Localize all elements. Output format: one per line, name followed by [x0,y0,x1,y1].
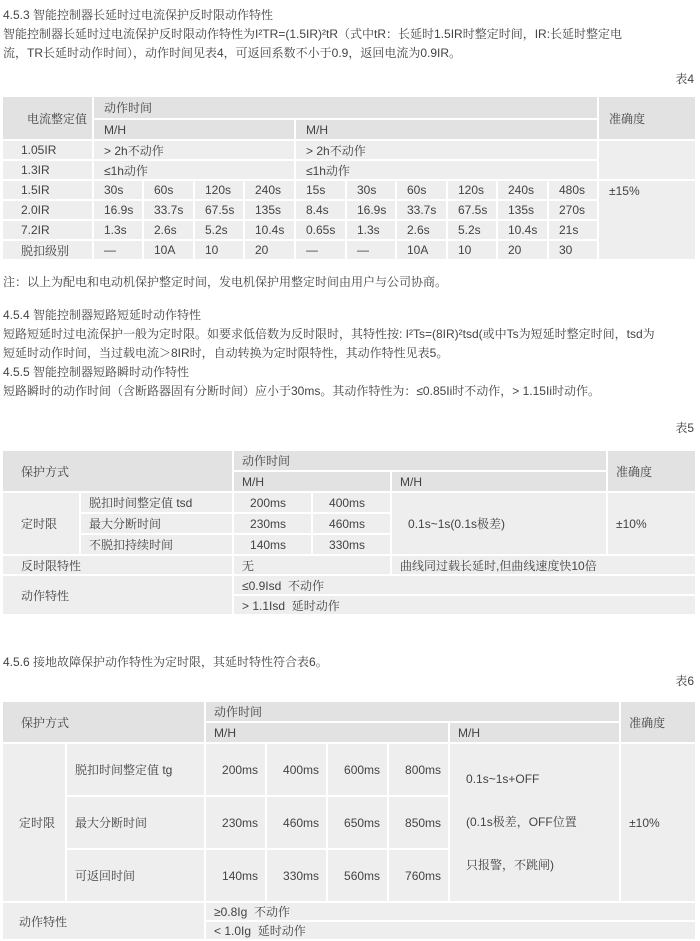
t5-row-label: 最大分断时间 [79,514,232,535]
t4-row-name: 2.0IR [3,201,92,221]
t4-value-cell: 10A [395,241,446,261]
t4-value-cell: — [294,241,345,261]
t4-header-current: 电流整定值 [3,97,92,141]
table-5-row-inverse [3,556,695,576]
t6-header-accuracy: 准确度 [619,702,695,744]
table-4-note: 注：以上为配电和电动机保护整定时间，发电机保护用整定时间由用户与公司协商。 [3,275,448,289]
t4-value-cell: 5.2s [193,221,243,241]
t6-value-cell: 800ms [387,744,448,797]
t5-value-cell: 230ms [232,514,311,535]
t6-value-cell: 200ms [204,744,265,797]
t6-header-time: 动作时间 [204,702,619,723]
table-4-header-row-2 [3,120,695,141]
section-456-heading: 4.5.6 接地故障保护动作特性为定时限，其延时特性符合表6。 [3,655,328,669]
t4-value-cell: 67.5s [446,201,496,221]
t6-value-cell: 600ms [326,744,387,797]
t5-mh2-range: 0.1s~1s(0.1s极差) [390,493,606,556]
t5-header-time: 动作时间 [232,451,606,472]
table-4-row-trip-class [3,241,695,261]
t6-row-label: 脱扣时间整定值 tg [65,744,204,797]
t4-value-cell: 30s [345,181,395,201]
section-454-body-line-2: 短延时动作时间，当过载电流＞8IR时，自动转换为定时限特性，其动作特性见表5。 [3,346,449,360]
t4-value-cell: 135s [243,201,294,221]
table-5-row-tsd [3,493,695,514]
t6-value-cell: 140ms [204,850,265,903]
t6-row-label: 可返回时间 [65,850,204,903]
t4-accuracy-value: ±15% [597,181,695,261]
table-4-row-13ir [3,161,695,181]
t5-row-label: 不脱扣持续时间 [79,535,232,556]
t4-accuracy-empty-cell [597,141,695,181]
section-455-heading: 4.5.5 智能控制器短路瞬时动作特性 [3,365,190,379]
t6-action-row-2: < 1.0Ig 延时动作 [204,922,695,941]
t4-value-cell: 60s [395,181,446,201]
t5-value-cell: 400ms [311,493,390,514]
table-6-row-action-1 [3,903,695,922]
t4-row-name: 1.3IR [3,161,92,181]
t4-value-cell: 10.4s [243,221,294,241]
t4-value-cell: 5.2s [446,221,496,241]
section-453-body-line-1: 智能控制器长延时过电流保护反时限动作特性为I²TR=(1.5IR)²tR（式中tR：长延时1.5IR时整定时间，IR:长延时整定电 [3,27,623,41]
t6-mh2-line-3: 只报警，不跳闸) [466,858,555,872]
t5-inverse-value-1: 无 [232,556,390,576]
section-454-heading: 4.5.4 智能控制器短路短延时动作特性 [3,308,202,322]
t4-value-cell: 480s [547,181,597,201]
t4-value-cell: 240s [496,181,547,201]
section-455-body-line-1: 短路瞬时的动作时间（含断路器固有分断时间）应小于30ms。其动作特性为：≤0.85Ii时不动作，> 1.15Ii时动作。 [3,384,600,398]
t5-accuracy-value: ±10% [606,493,695,556]
t4-value-cell: 120s [193,181,243,201]
t5-value-cell: 330ms [311,535,390,556]
t6-header-protection: 保护方式 [3,702,204,744]
t4-row-name: 1.05IR [3,141,92,161]
t4-value-cell: 0.65s [294,221,345,241]
table-4-header-row-1 [3,97,695,120]
t4-header-mh2: M/H [294,120,597,141]
t4-value-cell: 8.4s [294,201,345,221]
t6-row-label: 最大分断时间 [65,797,204,850]
t6-value-cell: 650ms [326,797,387,850]
t6-group-label: 定时限 [3,744,65,903]
t4-merged-cell: > 2h不动作 [92,141,294,161]
t5-action-row-1: ≤0.9Isd 不动作 [232,576,695,596]
t4-header-mh1: M/H [92,120,294,141]
t5-action-label: 动作特性 [3,576,232,616]
t4-header-time: 动作时间 [92,97,597,120]
t6-mh2-line-1: 0.1s~1s+OFF [466,772,540,786]
t4-value-cell: 1.3s [345,221,395,241]
t4-value-cell: 2.6s [395,221,446,241]
t6-value-cell: 330ms [265,850,326,903]
t4-value-cell: 16.9s [92,201,142,221]
t5-value-cell: 460ms [311,514,390,535]
t4-row-name: 7.2IR [3,221,92,241]
t5-row-label: 脱扣时间整定值 tsd [79,493,232,514]
table-6-row-tg [3,744,695,797]
t4-value-cell: 33.7s [395,201,446,221]
t5-inverse-label: 反时限特性 [3,556,232,576]
t4-value-cell: — [92,241,142,261]
t5-inverse-value-2: 曲线同过载长延时,但曲线速度快10倍 [390,556,695,576]
t6-value-cell: 230ms [204,797,265,850]
table-6-header-row-1 [3,702,695,723]
t4-value-cell: 240s [243,181,294,201]
table-5 [3,451,695,616]
table-5-row-action-1 [3,576,695,596]
t4-value-cell: 135s [496,201,547,221]
t4-value-cell: — [345,241,395,261]
table-5-label: 表5 [675,421,694,435]
t6-action-row-1: ≥0.8Ig 不动作 [204,903,695,922]
section-454-body-line-1: 短路短延时过电流保护一般为定时限。如要求低倍数为反时限时，其特性按: I²Ts=(8IR)²tsd(或中Ts为短延时整定时间，tsd为 [3,327,655,341]
t6-value-cell: 760ms [387,850,448,903]
table-5-header-row-1 [3,451,695,472]
t4-value-cell: 30s [92,181,142,201]
t5-action-row-2: > 1.1Isd 延时动作 [232,596,695,616]
t4-value-cell: 10 [446,241,496,261]
t4-value-cell: 20 [243,241,294,261]
t4-value-cell: 21s [547,221,597,241]
t6-accuracy-value: ±10% [619,744,695,903]
t4-value-cell: 20 [496,241,547,261]
t4-value-cell: 1.3s [92,221,142,241]
t5-value-cell: 200ms [232,493,311,514]
t6-mh2-range [448,744,619,903]
t6-header-mh1: M/H [204,723,448,744]
t4-value-cell: 2.6s [142,221,193,241]
document-page [0,6,700,941]
t6-action-label: 动作特性 [3,903,204,941]
table-4-row-72ir [3,221,695,241]
table-4-row-105ir [3,141,695,161]
t5-group-label: 定时限 [3,493,79,556]
t4-merged-cell: > 2h不动作 [294,141,597,161]
section-453-body-line-2: 流，TR长延时动作时间），动作时间见表4，可返回系数不小于0.9，返回电流为0.9IR。 [3,46,462,60]
t4-merged-cell: ≤1h动作 [92,161,294,181]
t4-value-cell: 16.9s [345,201,395,221]
t6-mh2-line-2: (0.1s极差，OFF位置 [466,815,577,829]
section-453-heading: 4.5.3 智能控制器长延时过电流保护反时限动作特性 [3,8,274,22]
t4-value-cell: 270s [547,201,597,221]
t5-header-mh2: M/H [390,472,606,493]
t6-value-cell: 400ms [265,744,326,797]
t4-value-cell: 10 [193,241,243,261]
t5-header-mh1: M/H [232,472,390,493]
t6-header-mh2: M/H [448,723,619,744]
t5-value-cell: 140ms [232,535,311,556]
t4-merged-cell: ≤1h动作 [294,161,597,181]
table-4 [3,97,695,261]
table-4-row-15ir [3,181,695,201]
t4-value-cell: 33.7s [142,201,193,221]
table-4-row-20ir [3,201,695,221]
t4-value-cell: 120s [446,181,496,201]
table-4-label: 表4 [675,72,694,86]
t4-value-cell: 30 [547,241,597,261]
table-6-label: 表6 [675,674,694,688]
t4-value-cell: 60s [142,181,193,201]
t6-value-cell: 850ms [387,797,448,850]
t5-header-accuracy: 准确度 [606,451,695,493]
table-6 [3,702,695,941]
t4-value-cell: 10A [142,241,193,261]
t4-row-name: 1.5IR [3,181,92,201]
t6-value-cell: 560ms [326,850,387,903]
t6-value-cell: 460ms [265,797,326,850]
t4-value-cell: 10.4s [496,221,547,241]
t4-value-cell: 67.5s [193,201,243,221]
t4-value-cell: 15s [294,181,345,201]
t5-header-protection: 保护方式 [3,451,232,493]
t4-row-name: 脱扣级别 [3,241,92,261]
t4-header-accuracy: 准确度 [597,97,695,141]
